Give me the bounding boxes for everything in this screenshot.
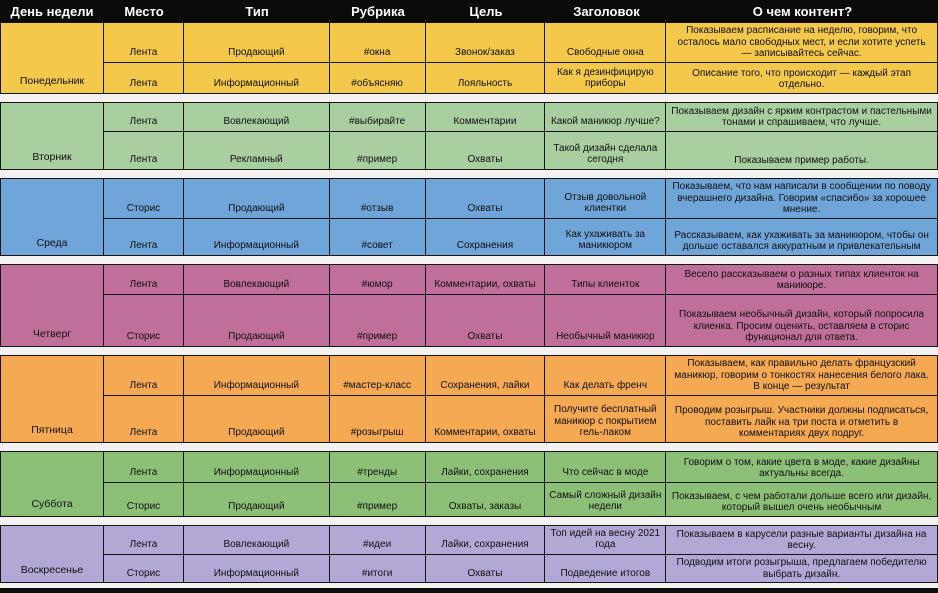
plan-row	[104, 23, 937, 63]
content-plan-table	[0, 22, 938, 583]
plan-row	[104, 396, 937, 442]
cell-type: Продающий	[184, 23, 330, 62]
header-columns	[104, 0, 938, 22]
day-block	[0, 355, 938, 443]
plan-row	[104, 452, 937, 483]
header-cell-headline: Заголовок	[573, 3, 640, 19]
plan-row	[104, 526, 937, 555]
cell-headline: Необычный маникюр	[545, 295, 666, 346]
plan-row	[104, 265, 937, 295]
plan-row	[104, 295, 937, 346]
cell-type: Вовлекающий	[184, 103, 330, 131]
header-cell-goal: Цель	[469, 3, 503, 19]
cell-content: Показываем расписание на неделю, говорим, что осталось мало свободных мест, и если хотите успеть — записывайтесь сейчас.	[677, 25, 926, 60]
cell-type: Информационный	[184, 219, 330, 255]
cell-goal: Сохранения, лайки	[426, 356, 546, 395]
header-cell-content: О чем контент?	[752, 3, 853, 19]
cell-content: Показываем пример работы.	[734, 155, 869, 167]
cell-place: Лента	[104, 219, 184, 255]
plan-row	[104, 219, 937, 255]
cell-place: Сторис	[104, 483, 184, 516]
cell-rubric: #юмор	[330, 265, 426, 294]
cell-headline: Как ухаживать за маникюром	[545, 219, 666, 255]
cell-rubric: #окна	[330, 23, 426, 62]
cell-place: Лента	[104, 356, 184, 395]
day-rows	[104, 452, 937, 516]
cell-place: Лента	[104, 103, 184, 131]
day-name-cell: Суббота	[1, 452, 104, 516]
cell-rubric: #совет	[330, 219, 426, 255]
cell-content: Подводим итоги розыгрыша, предлагаем победителю выбрать дизайн.	[676, 556, 927, 580]
cell-place: Лента	[104, 23, 184, 62]
cell-goal: Лояльность	[426, 63, 546, 93]
day-rows	[104, 265, 937, 346]
cell-rubric: #мастер-класс	[330, 356, 426, 395]
plan-row	[104, 555, 937, 582]
cell-goal: Охваты	[426, 295, 546, 346]
cell-place: Лента	[104, 63, 184, 93]
day-name-cell: Воскресенье	[1, 526, 104, 582]
cell-rubric: #итоги	[330, 555, 426, 582]
cell-rubric: #пример	[330, 483, 426, 516]
cell-content: Показываем, как правильно делать французский маникюр, говорим о тонкостях нанесения белого лака. В конце — результат	[674, 358, 929, 393]
cell-type: Вовлекающий	[184, 526, 330, 554]
cell-headline: Отзыв довольной клиентки	[545, 179, 666, 218]
cell-headline: Самый сложный дизайн недели	[545, 483, 666, 516]
cell-place: Лента	[104, 526, 184, 554]
cell-type: Рекламный	[184, 132, 330, 169]
day-name-cell: Пятница	[1, 356, 104, 442]
cell-type: Информационный	[184, 63, 330, 93]
plan-row	[104, 103, 937, 132]
cell-type: Информационный	[184, 555, 330, 582]
day-block	[0, 264, 938, 347]
cell-content: Весело рассказываем о разных типах клиенток на маникюре.	[684, 268, 919, 292]
cell-place: Сторис	[104, 555, 184, 582]
day-name-cell: Понедельник	[1, 23, 104, 93]
cell-type: Продающий	[184, 179, 330, 218]
header-cell-type: Тип	[245, 3, 269, 19]
cell-goal: Сохранения	[426, 219, 546, 255]
cell-goal: Охваты	[426, 555, 546, 582]
cell-goal: Звонок/заказ	[426, 23, 546, 62]
day-name-cell: Четверг	[1, 265, 104, 346]
day-rows	[104, 23, 937, 93]
cell-headline: Как делать френч	[545, 356, 666, 395]
day-block	[0, 102, 938, 170]
day-block	[0, 451, 938, 517]
cell-place: Лента	[104, 452, 184, 482]
day-block	[0, 525, 938, 583]
cell-headline: Получите бесплатный маникюр с покрытием гель-лаком	[545, 396, 666, 442]
day-block	[0, 178, 938, 256]
header-cell-rubric: Рубрика	[351, 3, 405, 19]
day-rows	[104, 179, 937, 255]
cell-type: Продающий	[184, 483, 330, 516]
day-rows	[104, 356, 937, 442]
cell-content: Описание того, что происходит — каждый этап отдельно.	[692, 67, 911, 91]
cell-headline: Как я дезинфицирую приборы	[545, 63, 666, 93]
cell-content: Показываем необычный дизайн, который попросила клиенка. Просим оценить, оставляем в сторис функционал для ответа.	[679, 309, 925, 344]
cell-type: Информационный	[184, 356, 330, 395]
day-rows	[104, 103, 937, 169]
cell-rubric: #розыгрыш	[330, 396, 426, 442]
cell-goal: Охваты	[426, 132, 546, 169]
cell-headline: Такой дизайн сделала сегодня	[545, 132, 666, 169]
cell-place: Лента	[104, 396, 184, 442]
cell-type: Продающий	[184, 295, 330, 346]
cell-headline: Типы клиенток	[545, 265, 666, 294]
cell-headline: Какой маникюр лучше?	[545, 103, 666, 131]
cell-place: Лента	[104, 265, 184, 294]
cell-headline: Подведение итогов	[545, 555, 666, 582]
plan-row	[104, 63, 937, 93]
cell-goal: Комментарии, охваты	[426, 265, 546, 294]
day-rows	[104, 526, 937, 582]
cell-content: Говорим о том, какие цвета в моде, какие дизайны актуальны всегда.	[683, 456, 920, 480]
cell-goal: Охваты, заказы	[426, 483, 546, 516]
day-name-cell: Среда	[1, 179, 104, 255]
cell-goal: Лайки, сохранения	[426, 526, 546, 554]
cell-content: Показываем, что нам написали в сообщении по поводу вчерашнего дизайна. Говорим «спасибо» за хорошее мнение.	[672, 181, 931, 216]
cell-content: Показываем в карусели разные варианты дизайна на весну.	[676, 528, 927, 552]
header-cell-day: День недели	[10, 3, 94, 19]
cell-content: Проводим розыгрыш. Участники должны подписаться, поставить лайк на три поста и отметить в комментариях двух подруг.	[674, 405, 929, 440]
cell-place: Лента	[104, 132, 184, 169]
day-name-cell: Вторник	[1, 103, 104, 169]
cell-rubric: #объясняю	[330, 63, 426, 93]
cell-type: Информационный	[184, 452, 330, 482]
cell-goal: Охваты	[426, 179, 546, 218]
cell-place: Сторис	[104, 179, 184, 218]
cell-rubric: #выбирайте	[330, 103, 426, 131]
cell-content: Рассказываем, как ухаживать за маникюром, чтобы он дольше оставался аккуратным и привлекательным	[674, 229, 929, 253]
plan-row	[104, 132, 937, 169]
cell-goal: Комментарии	[426, 103, 546, 131]
cell-goal: Комментарии, охваты	[426, 396, 546, 442]
cell-headline: Топ идей на весну 2021 года	[545, 526, 666, 554]
cell-rubric: #идеи	[330, 526, 426, 554]
cell-type: Продающий	[184, 396, 330, 442]
day-block	[0, 22, 938, 94]
cell-headline: Свободные окна	[545, 23, 666, 62]
plan-row	[104, 356, 937, 396]
header-row	[0, 0, 938, 22]
cell-headline: Что сейчас в моде	[545, 452, 666, 482]
cell-goal: Лайки, сохранения	[426, 452, 546, 482]
plan-row	[104, 483, 937, 516]
plan-row	[104, 179, 937, 219]
bottom-bar	[0, 588, 938, 593]
cell-content: Показываем, с чем работали дольше всего или дизайн, который вышел очень необычным	[671, 490, 932, 514]
cell-rubric: #тренды	[330, 452, 426, 482]
cell-rubric: #пример	[330, 132, 426, 169]
cell-content: Показываем дизайн с ярким контрастом и пастельными тонами и спрашиваем, что лучше.	[671, 105, 932, 129]
cell-rubric: #отзыв	[330, 179, 426, 218]
cell-rubric: #пример	[330, 295, 426, 346]
cell-place: Сторис	[104, 295, 184, 346]
header-cell-place: Место	[124, 3, 164, 19]
cell-type: Вовлекающий	[184, 265, 330, 294]
